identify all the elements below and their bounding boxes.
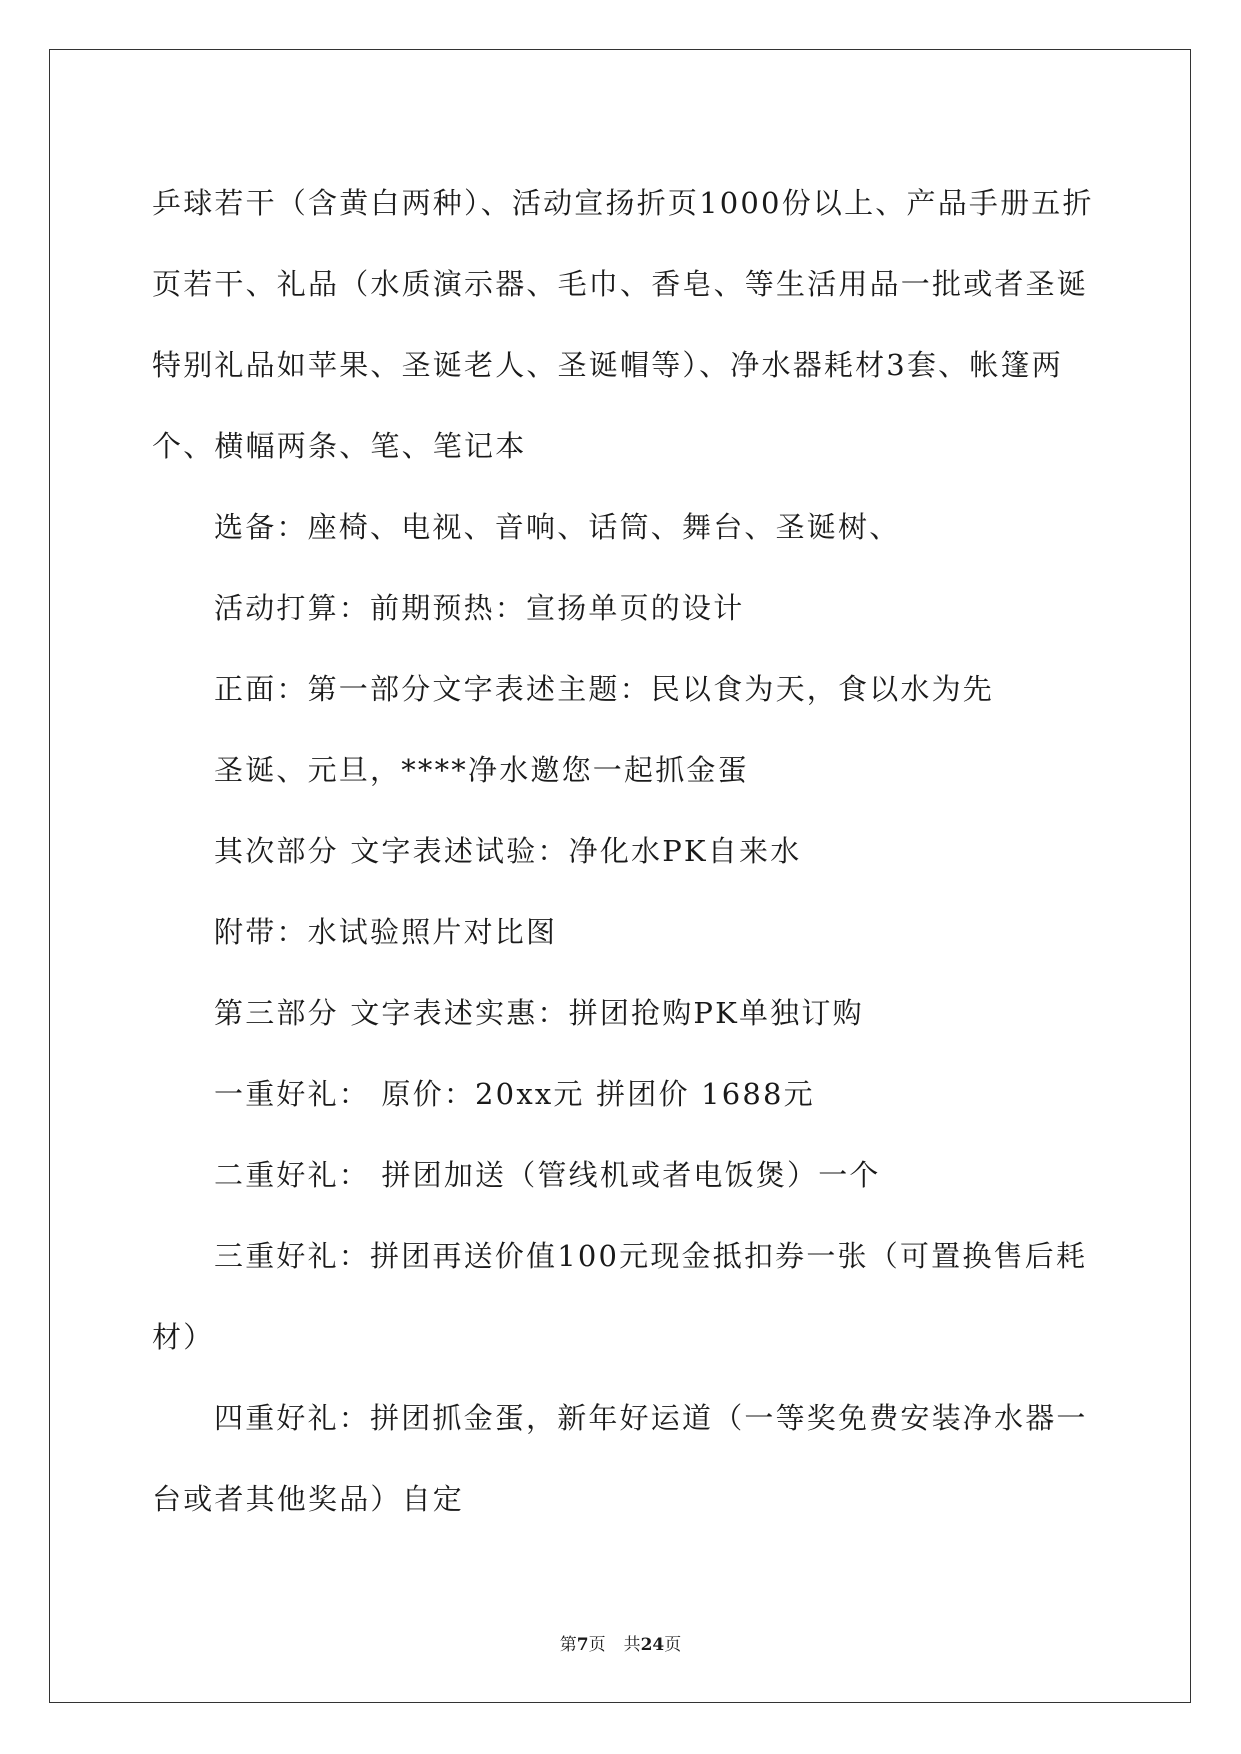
- paragraph-third-part: 第三部分 文字表述实惠：拼团抢购PK单独订购: [214, 996, 864, 1030]
- footer-page-suffix: 页: [588, 1635, 606, 1655]
- paragraph-gift-one: 一重好礼： 原价：20xx元 拼团价 1688元: [214, 1077, 815, 1111]
- footer-total-suffix: 页: [664, 1635, 682, 1655]
- paragraph-slogan: 圣诞、元旦，****净水邀您一起抓金蛋: [214, 753, 749, 787]
- footer-page-number: 7: [576, 1635, 589, 1655]
- footer-total-prefix: 共: [623, 1635, 641, 1655]
- footer-total-number: 24: [640, 1635, 665, 1655]
- document-body: [152, 163, 1097, 1540]
- paragraph-gift-three: 三重好礼：拼团再送价值100元现金抵扣券一张（可置换售后耗材）: [152, 1239, 1088, 1354]
- paragraph-gift-four: 四重好礼：拼团抓金蛋，新年好运道（一等奖免费安装净水器一台或者其他奖品）自定: [152, 1401, 1088, 1516]
- paragraph-activity-plan: 活动打算：前期预热：宣扬单页的设计: [214, 591, 745, 625]
- paragraph-front-side: 正面：第一部分文字表述主题：民以食为天，食以水为先: [214, 672, 995, 706]
- paragraph-gift-two: 二重好礼： 拼团加送（管线机或者电饭煲）一个: [214, 1158, 881, 1192]
- page-footer: [0, 1630, 1241, 1655]
- footer-page-prefix: 第: [559, 1635, 577, 1655]
- paragraph-attachment: 附带：水试验照片对比图: [214, 915, 558, 949]
- paragraph-optional-items: 选备：座椅、电视、音响、话筒、舞台、圣诞树、: [214, 510, 901, 544]
- paragraph-second-part: 其次部分 文字表述试验：净化水PK自来水: [214, 834, 802, 868]
- paragraph-materials: 乒球若干（含黄白两种）、活动宣扬折页1000份以上、产品手册五折页若干、礼品（水质演示器、毛巾、香皂、等生活用品一批或者圣诞特别礼品如苹果、圣诞老人、圣诞帽等）、净水器耗材3套、帐篷两个、横幅两条、笔、笔记本: [152, 186, 1094, 463]
